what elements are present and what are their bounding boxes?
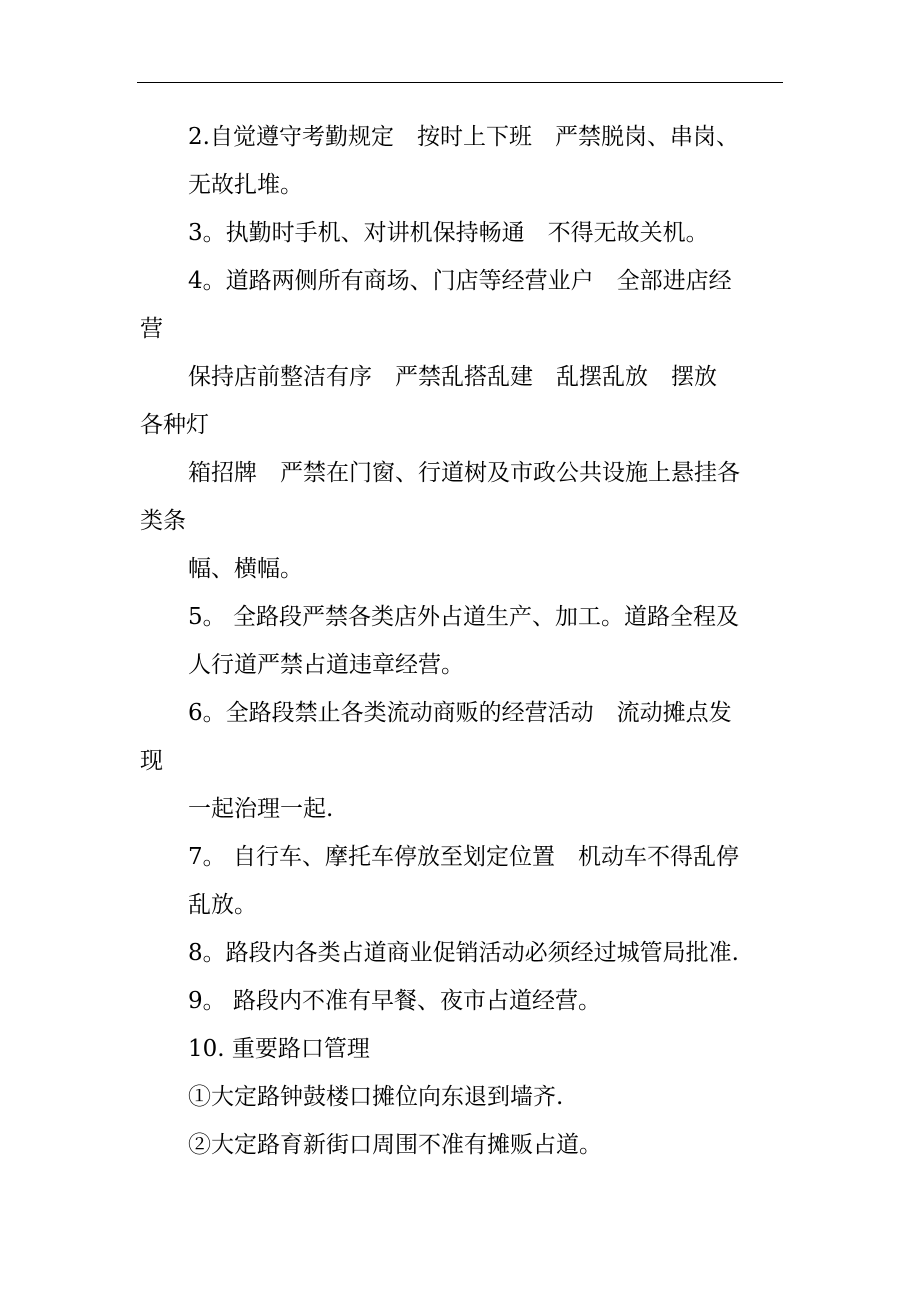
text-line: 3。执勤时手机、对讲机保持畅通 不得无故关机。 xyxy=(188,220,709,246)
text-line: 幅、横幅。 xyxy=(188,556,303,582)
text-line: 9。 路段内不准有早餐、夜市占道经营。 xyxy=(188,988,601,1014)
text-line: 4。道路两侧所有商场、门店等经营业户 全部进店经 xyxy=(188,268,732,294)
text-line: 乱放。 xyxy=(188,892,257,918)
text-line: 一起治理一起. xyxy=(188,796,334,822)
text-line: 各种灯 xyxy=(140,412,209,438)
text-line: ①大定路钟鼓楼口摊位向东退到墙齐. xyxy=(188,1084,564,1110)
text-line: 7。 自行车、摩托车停放至划定位置 机动车不得乱停 xyxy=(188,844,739,870)
text-line: 营 xyxy=(140,316,163,342)
text-line: ②大定路育新街口周围不准有摊贩占道。 xyxy=(188,1132,602,1158)
text-line: 人行道严禁占道违章经营。 xyxy=(188,652,464,678)
text-line: 无故扎堆。 xyxy=(188,172,303,198)
text-line: 类条 xyxy=(140,508,186,534)
text-line: 现 xyxy=(140,748,163,774)
text-line: 6。全路段禁止各类流动商贩的经营活动 流动摊点发 xyxy=(188,700,732,726)
text-line: 8。路段内各类占道商业促销活动必须经过城管局批准. xyxy=(188,940,739,966)
text-line: 箱招牌 严禁在门窗、行道树及市政公共设施上悬挂各 xyxy=(188,460,740,486)
text-line: 2.自觉遵守考勤规定 按时上下班 严禁脱岗、串岗、 xyxy=(188,124,739,150)
text-line: 5。 全路段严禁各类店外占道生产、加工。道路全程及 xyxy=(188,604,739,630)
text-line: 10. 重要路口管理 xyxy=(188,1036,370,1062)
text-line: 保持店前整洁有序 严禁乱搭乱建 乱摆乱放 摆放 xyxy=(188,364,717,390)
